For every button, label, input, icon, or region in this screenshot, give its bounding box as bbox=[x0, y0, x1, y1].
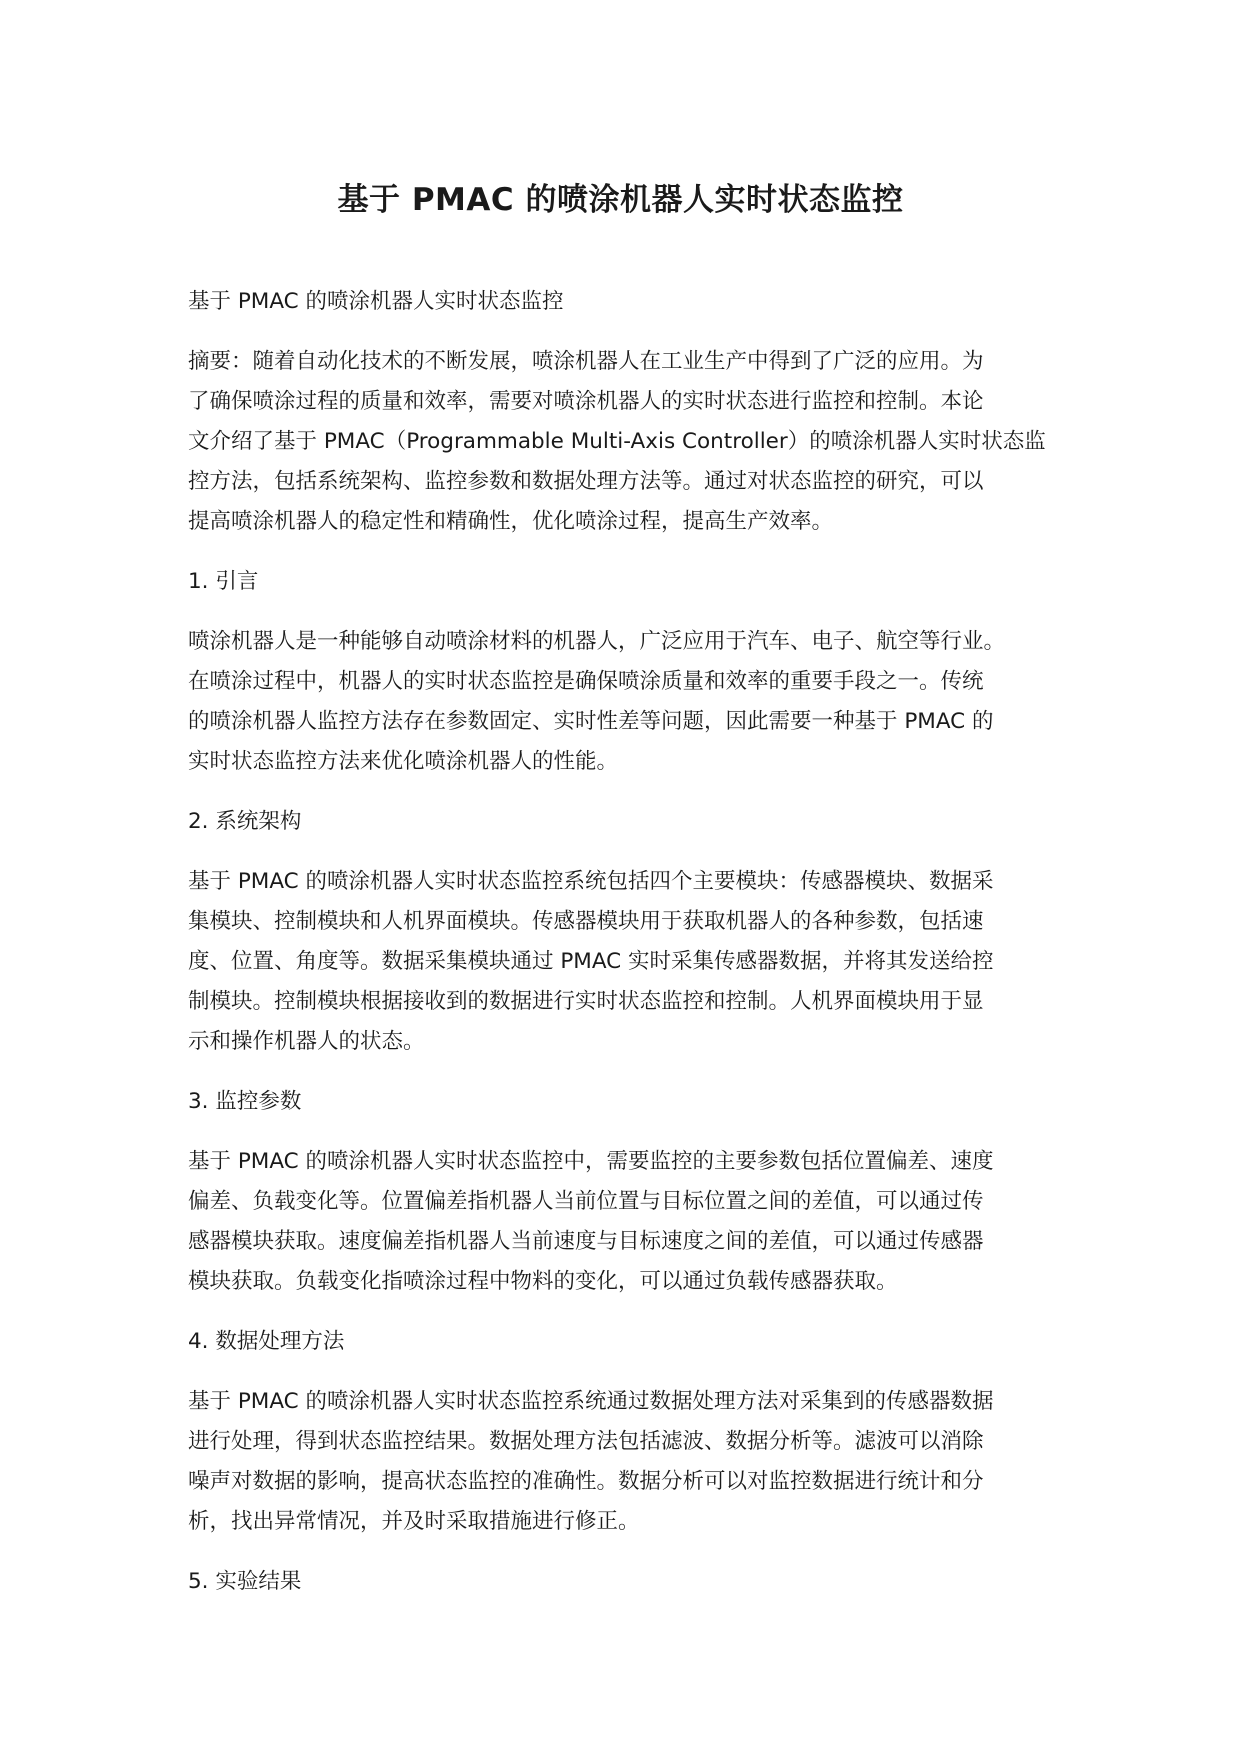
paragraph-line: 感器模块获取。速度偏差指机器人当前速度与目标速度之间的差值，可以通过传感器 bbox=[188, 1229, 984, 1254]
document-subtitle: 基于 PMAC 的喷涂机器人实时状态监控 bbox=[188, 289, 564, 314]
paragraph-line: 进行处理，得到状态监控结果。数据处理方法包括滤波、数据分析等。滤波可以消除 bbox=[188, 1429, 984, 1454]
abstract-line: 了确保喷涂过程的质量和效率，需要对喷涂机器人的实时状态进行监控和控制。本论 bbox=[188, 389, 984, 414]
paragraph-line: 在喷涂过程中，机器人的实时状态监控是确保喷涂质量和效率的重要手段之一。传统 bbox=[188, 669, 984, 694]
section-paragraph bbox=[188, 622, 1068, 782]
document-title: 基于 PMAC 的喷涂机器人实时状态监控 bbox=[337, 182, 904, 218]
section-heading: 3. 监控参数 bbox=[188, 1089, 302, 1114]
paragraph-line: 度、位置、角度等。数据采集模块通过 PMAC 实时采集传感器数据，并将其发送给控 bbox=[188, 949, 994, 974]
paragraph-line: 示和操作机器人的状态。 bbox=[188, 1029, 425, 1054]
section-paragraph bbox=[188, 1382, 1068, 1542]
section-heading: 1. 引言 bbox=[188, 569, 259, 594]
abstract-line: 摘要：随着自动化技术的不断发展，喷涂机器人在工业生产中得到了广泛的应用。为 bbox=[188, 349, 984, 374]
paragraph-line: 喷涂机器人是一种能够自动喷涂材料的机器人，广泛应用于汽车、电子、航空等行业。 bbox=[188, 629, 1006, 654]
section-paragraph bbox=[188, 862, 1068, 1062]
abstract-paragraph bbox=[188, 342, 1068, 542]
paragraph-line: 的喷涂机器人监控方法存在参数固定、实时性差等问题，因此需要一种基于 PMAC 的 bbox=[188, 709, 994, 734]
paragraph-line: 实时状态监控方法来优化喷涂机器人的性能。 bbox=[188, 749, 619, 774]
paragraph-line: 噪声对数据的影响，提高状态监控的准确性。数据分析可以对监控数据进行统计和分 bbox=[188, 1469, 984, 1494]
abstract-line: 控方法，包括系统架构、监控参数和数据处理方法等。通过对状态监控的研究，可以 bbox=[188, 469, 984, 494]
paragraph-line: 基于 PMAC 的喷涂机器人实时状态监控中，需要监控的主要参数包括位置偏差、速度 bbox=[188, 1149, 994, 1174]
section-heading: 4. 数据处理方法 bbox=[188, 1329, 345, 1354]
paragraph-line: 析，找出异常情况，并及时采取措施进行修正。 bbox=[188, 1509, 640, 1534]
section-paragraph bbox=[188, 1142, 1068, 1302]
paragraph-line: 制模块。控制模块根据接收到的数据进行实时状态监控和控制。人机界面模块用于显 bbox=[188, 989, 984, 1014]
paragraph-line: 集模块、控制模块和人机界面模块。传感器模块用于获取机器人的各种参数，包括速 bbox=[188, 909, 984, 934]
abstract-line: 文介绍了基于 PMAC（Programmable Multi-Axis Controller）的喷涂机器人实时状态监 bbox=[188, 429, 1046, 454]
paragraph-line: 基于 PMAC 的喷涂机器人实时状态监控系统包括四个主要模块：传感器模块、数据采 bbox=[188, 869, 994, 894]
section-heading: 2. 系统架构 bbox=[188, 809, 302, 834]
abstract-line: 提高喷涂机器人的稳定性和精确性，优化喷涂过程，提高生产效率。 bbox=[188, 509, 834, 534]
paragraph-line: 偏差、负载变化等。位置偏差指机器人当前位置与目标位置之间的差值，可以通过传 bbox=[188, 1189, 984, 1214]
document-body bbox=[188, 282, 1068, 1602]
paragraph-line: 模块获取。负载变化指喷涂过程中物料的变化，可以通过负载传感器获取。 bbox=[188, 1269, 898, 1294]
section-heading: 5. 实验结果 bbox=[188, 1569, 302, 1594]
paragraph-line: 基于 PMAC 的喷涂机器人实时状态监控系统通过数据处理方法对采集到的传感器数据 bbox=[188, 1389, 994, 1414]
